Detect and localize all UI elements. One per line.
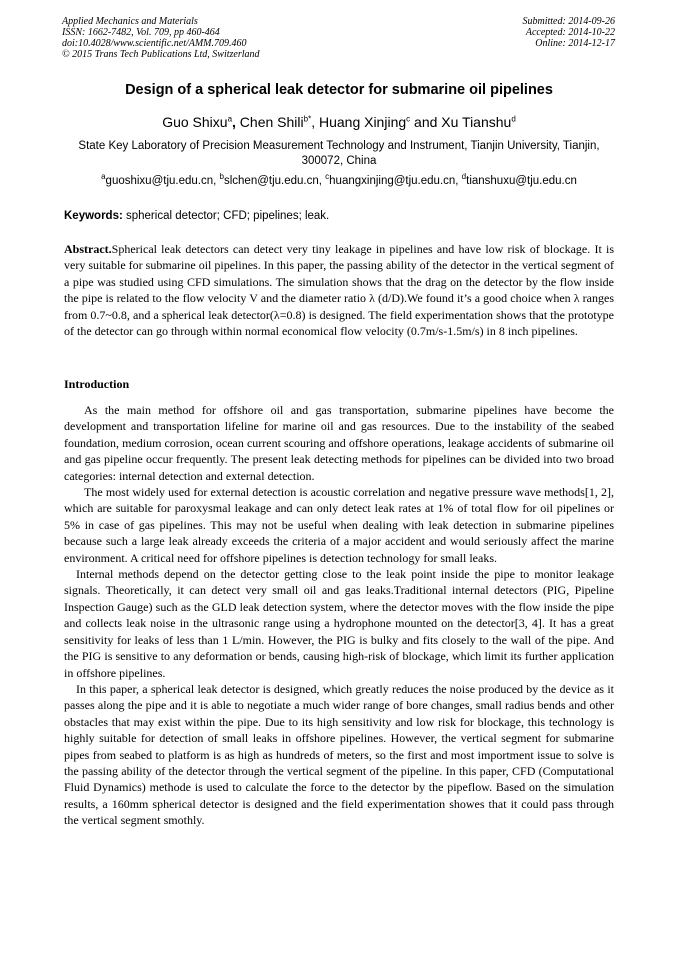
keywords-label: Keywords:: [64, 210, 123, 222]
submitted-date: Submitted: 2014-09-26: [522, 16, 615, 27]
paragraph: In this paper, a spherical leak detector is designed, which greatly reduces the noise produced by the device as it passes along the pipe and it is able to negotiate a much wider range of bore changes, small radius bends and other obstacles that may exist within the pipe. Due to its high sensitivity and low risk for blockage, this technology is highly suitable for detection of small leaks in offshore pipelines. However, the vertical segment for submarine pipes from seabed to platform is as high as hundreds of meters, so the first and most importment issue to solve is the passing ability of the detector through the vertical segment of the pipeline. In this paper, CFD (Computational Fluid Dynamics) methode is used to calculate the force to the detector by the pipeflow. Based on the simulation results, a 160mm spherical detector is designed and the field experimentation showes that it could pass through the vertical segment smothly.: [64, 681, 614, 828]
author-name: Chen Shili: [239, 114, 304, 130]
copyright-line: © 2015 Trans Tech Publications Ltd, Switzerland: [62, 49, 260, 60]
journal-info: [62, 16, 260, 60]
author-sup: c: [406, 114, 411, 124]
paper-title: Design of a spherical leak detector for submarine oil pipelines: [125, 82, 553, 98]
submission-dates: [523, 16, 616, 49]
keywords-text: spherical detector; CFD; pipelines; leak.: [122, 210, 330, 222]
author-sup: b*: [303, 114, 312, 124]
paragraph: As the main method for offshore oil and gas transportation, submarine pipelines have become the development and transportation lifeline for marine oil and gas resources. Due to the instability of the seabed foundation, medium corrosion, ocean current scouring and offshore operations, leakage accidents of submarine oil and gas pipeline occur frequently. The present leak detecting methods for pipelines can be divided into two broad categories: internal detection and external detection.: [64, 403, 614, 483]
abstract: [64, 241, 614, 339]
email-link[interactable]: guoshixu@tju.edu.cn: [105, 175, 214, 187]
author-sup: a: [227, 114, 233, 124]
email-list: $^a$guoshixu@tju.edu.cn, $^b$slchen@tju.edu.cn, $^c$huangxinjing@tju.edu.cn, $^d$tianshuxu@tju.edu.cn: [101, 172, 577, 187]
email-link[interactable]: slchen@tju.edu.cn: [223, 175, 319, 187]
paragraph: Internal methods depend on the detector getting close to the leak point inside the pipe to monitor leakage signals. Theoretically, it can detect very small oil and gas leaks.Traditional internal detectors (PIG, Pipeline Inspection Gauge) such as the GLD leak detection system, where the detector moves with the flow inside the pipe and collects leak noise in the ultrasonic range using a hydrophone mounted on the detector[3, 4]. It has a great sensitivity for leaks of less than 1 L/min. However, the PIG is bulky and fits closely to the wall of the pipe. And the PIG is sensitive to any deformation or bends, causing high-risk of blockage, which limit its further application in offshore pipelines.: [64, 567, 614, 680]
affiliation: State Key Laboratory of Precision Measurement Technology and Instrument, Tianjin University, Tianjin, 300072, China: [78, 140, 600, 167]
journal-name: Applied Mechanics and Materials: [62, 16, 198, 27]
issn-line: ISSN: 1662-7482, Vol. 709, pp 460-464: [62, 27, 220, 38]
email-link[interactable]: huangxinjing@tju.edu.cn: [329, 175, 456, 187]
section-heading: Introduction: [64, 377, 130, 391]
author-name: Huang Xinjing: [318, 114, 407, 130]
email-link[interactable]: tianshuxu@tju.edu.cn: [466, 175, 577, 187]
author-sup: d: [511, 114, 516, 124]
paragraph: The most widely used for external detection is acoustic correlation and negative pressure wave methods[1, 2], which are suitable for paroxysmal leakage and can only detect leak rates at 1% of total flow for oil pipelines or 5% in case of gas pipelines. This may not be useful when dealing with leak detection in submarine pipelines because such a large leak already exceeds the criteria of a major accident and would seriously affect the marine environment. A critical need for offshore pipelines is detection technology for small leaks.: [64, 485, 614, 565]
keywords: [64, 210, 329, 222]
abstract-text: Spherical leak detectors can detect very tiny leakage in pipelines and have low risk of blockage. It is very suitable for submarine oil pipelines. In this paper, the passing ability of the detector in the vertical segment of a pipe was studied using CFD simulations. The simulation shows that the drag on the detector by the flow inside the pipe is related to the flow velocity V and the diameter ratio λ (d/D).We found it’s a good choice when λ ranges from 0.7~0.8, and a spherical leak detector(λ=0.8) is designed. The field experimentation shows that the prototype of the detector can go through within normal economical flow velocity (0.7m/s-1.5m/s) in 8 inch pipelines.: [64, 242, 614, 339]
author-name: Xu Tianshu: [441, 114, 512, 130]
online-date: Online: 2014-12-17: [535, 38, 615, 49]
author-list: Guo Shixu$^a$, Chen Shili$^{b*}$, Huang Xinjing$^c$ and Xu Tianshu$^d$: [162, 114, 516, 130]
author-name: Guo Shixu: [162, 114, 228, 130]
abstract-label: Abstract.: [64, 242, 112, 256]
introduction-body: [64, 402, 614, 829]
accepted-date: Accepted: 2014-10-22: [525, 27, 615, 38]
doi-line: doi:10.4028/www.scientific.net/AMM.709.460: [62, 38, 247, 49]
